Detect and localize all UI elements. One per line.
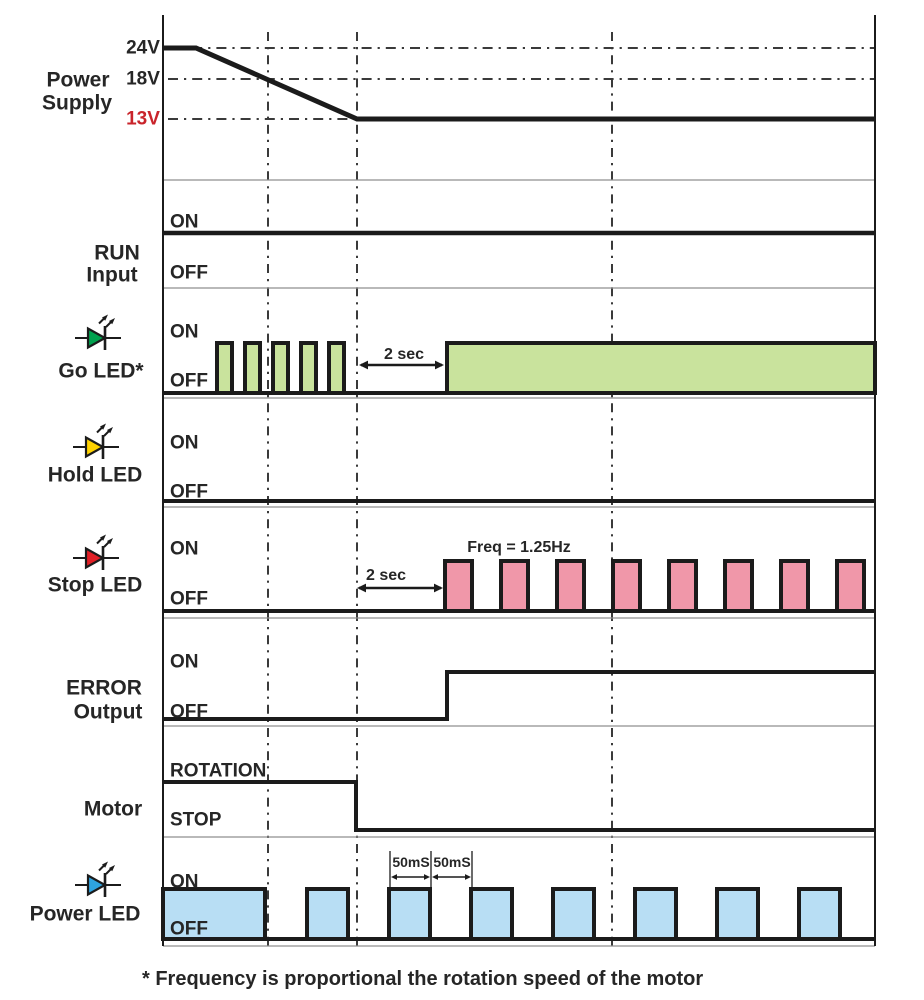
go-off-label: OFF: [170, 370, 208, 392]
stop-2sec-annotation: 2 sec: [365, 567, 407, 584]
power-50ms-label-1: 50mS: [392, 854, 430, 870]
stop-off-label: OFF: [170, 588, 208, 610]
power-on-label: ON: [170, 871, 199, 893]
go-led-blink-pulse: [329, 343, 344, 393]
error-off-label: OFF: [170, 701, 208, 723]
power-led-pulse: [799, 889, 840, 939]
go-led-blink-pulse: [217, 343, 232, 393]
hold-led-label: Hold LED: [47, 463, 143, 487]
stop-led-pulse: [725, 561, 752, 611]
stop-led-pulse: [557, 561, 584, 611]
motor-label: Motor: [83, 797, 143, 821]
motor-trace: [163, 782, 875, 830]
power-led-pulse: [389, 889, 430, 939]
stop-freq-annotation: Freq = 1.25Hz: [467, 539, 571, 556]
power-off-label: OFF: [170, 918, 208, 940]
power-supply-label-line2: Supply: [41, 91, 113, 115]
go-led-icon: [74, 311, 122, 351]
go-led-blink-pulse: [245, 343, 260, 393]
power-led-icon: [74, 858, 122, 898]
error-output-trace: [163, 672, 875, 719]
power-50ms-arrow-1-head-right: [424, 874, 430, 880]
error-output-label-line2: Output: [73, 700, 143, 724]
stop-led-pulse: [781, 561, 808, 611]
stop-led-pulse: [837, 561, 864, 611]
run-input-label-line2: Input: [86, 263, 138, 287]
power-supply-trace: [163, 48, 875, 119]
power-50ms-arrow-2-head-right: [465, 874, 471, 880]
go-2sec-arrow-head-right: [435, 361, 444, 370]
error-on-label: ON: [170, 651, 199, 673]
power-supply-label-line1: Power: [46, 68, 110, 92]
stop-led-pulse: [501, 561, 528, 611]
power-led-pulse: [717, 889, 758, 939]
stop-led-pulse: [669, 561, 696, 611]
power-50ms-arrow-1-head-left: [391, 874, 397, 880]
hold-off-label: OFF: [170, 481, 208, 503]
voltage-label-13v: 13V: [126, 108, 160, 130]
hold-led-icon: [72, 420, 120, 460]
power-50ms-arrow-2-head-left: [432, 874, 438, 880]
go-on-label: ON: [170, 321, 199, 343]
stop-led-pulse: [445, 561, 472, 611]
power-led-label: Power LED: [29, 902, 141, 926]
run-input-label-line1: RUN: [94, 241, 140, 265]
motor-rotation-label: ROTATION: [170, 760, 267, 782]
stop-led-icon: [72, 531, 120, 571]
power-led-pulse: [635, 889, 676, 939]
go-led-blink-pulse: [301, 343, 316, 393]
power-led-pulse: [553, 889, 594, 939]
stop-led-pulse: [613, 561, 640, 611]
power-50ms-label-2: 50mS: [433, 854, 471, 870]
run-off-label: OFF: [170, 262, 208, 284]
go-2sec-arrow-head-left: [359, 361, 368, 370]
motor-stop-label: STOP: [170, 809, 222, 831]
footnote-text: * Frequency is proportional the rotation speed of the motor: [142, 968, 704, 990]
go-led-on-block: [447, 343, 875, 393]
stop-led-label: Stop LED: [47, 573, 143, 597]
power-led-pulse: [471, 889, 512, 939]
go-led-label: Go LED*: [58, 359, 144, 383]
error-output-label-line1: ERROR: [66, 676, 142, 700]
voltage-label-24v: 24V: [126, 37, 160, 59]
go-2sec-annotation: 2 sec: [383, 346, 425, 363]
hold-on-label: ON: [170, 432, 199, 454]
go-led-blink-pulse: [273, 343, 288, 393]
voltage-label-18v: 18V: [126, 68, 160, 90]
stop-2sec-arrow-head-right: [434, 584, 443, 593]
stop-2sec-arrow-head-left: [357, 584, 366, 593]
power-led-pulse: [307, 889, 348, 939]
run-on-label: ON: [170, 211, 199, 233]
stop-on-label: ON: [170, 538, 199, 560]
